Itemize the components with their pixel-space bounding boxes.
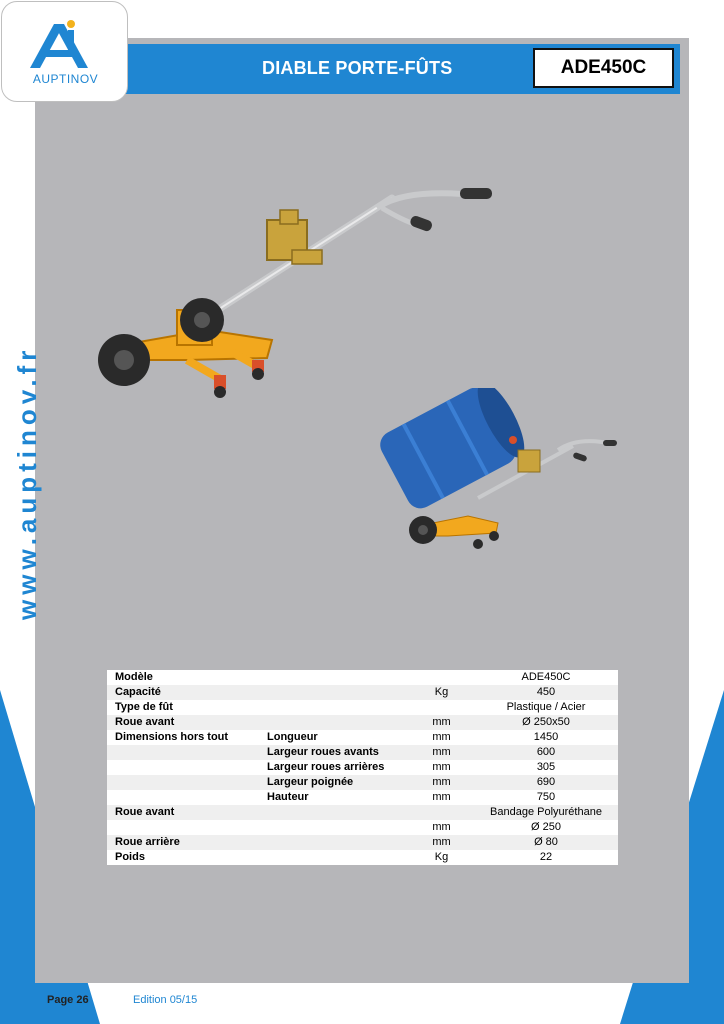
page-title: DIABLE PORTE-FÛTS [262, 58, 453, 78]
spec-label [107, 790, 259, 805]
spec-label: Dimensions hors tout [107, 730, 259, 745]
spec-value: ADE450C [474, 670, 618, 685]
spec-label [107, 745, 259, 760]
spec-unit: mm [409, 835, 474, 850]
spec-sublabel [259, 850, 409, 865]
spec-unit: mm [409, 760, 474, 775]
spec-row [107, 790, 618, 805]
spec-label: Type de fût [107, 700, 259, 715]
brand-logo [1, 1, 128, 102]
spec-row [107, 805, 618, 820]
spec-value: Plastique / Acier [474, 700, 618, 715]
spec-label [107, 775, 259, 790]
spec-label: Poids [107, 850, 259, 865]
spec-label: Modèle [107, 670, 259, 685]
spec-label: Roue avant [107, 805, 259, 820]
spec-sublabel [259, 820, 409, 835]
spec-sublabel: Largeur roues avants [259, 745, 409, 760]
spec-unit: mm [409, 775, 474, 790]
logo-mark-icon [2, 2, 129, 72]
reference-box [533, 48, 674, 88]
spec-row [107, 775, 618, 790]
spec-row [107, 685, 618, 700]
spec-sublabel [259, 700, 409, 715]
spec-value: 305 [474, 760, 618, 775]
spec-sublabel [259, 670, 409, 685]
reference-code: ADE450C [560, 57, 647, 78]
edition: Edition 05/15 [133, 994, 198, 1006]
spec-sublabel: Largeur roues arrières [259, 760, 409, 775]
spec-unit [409, 805, 474, 820]
spec-value: Ø 250 [474, 820, 618, 835]
spec-row [107, 715, 618, 730]
spec-row [107, 820, 618, 835]
drum-trolley-with-drum-image [378, 388, 623, 553]
spec-label: Capacité [107, 685, 259, 700]
spec-row [107, 760, 618, 775]
spec-value: 690 [474, 775, 618, 790]
spec-unit: mm [409, 745, 474, 760]
spec-unit: mm [409, 730, 474, 745]
spec-unit: Kg [409, 685, 474, 700]
brand-name: AUPTINOV [32, 72, 99, 86]
spec-sublabel [259, 685, 409, 700]
spec-row [107, 700, 618, 715]
spec-sublabel [259, 805, 409, 820]
page-number: Page 26 [47, 994, 89, 1006]
spec-label: Roue arrière [107, 835, 259, 850]
spec-sublabel [259, 715, 409, 730]
spec-row [107, 850, 618, 865]
spec-unit: mm [409, 715, 474, 730]
spec-row [107, 835, 618, 850]
spec-label [107, 760, 259, 775]
spec-label: Roue avant [107, 715, 259, 730]
spec-row [107, 670, 618, 685]
spec-sublabel [259, 835, 409, 850]
spec-value: 450 [474, 685, 618, 700]
spec-row [107, 730, 618, 745]
spec-value: Ø 250x50 [474, 715, 618, 730]
spec-table [107, 670, 618, 865]
spec-row [107, 745, 618, 760]
spec-sublabel: Longueur [259, 730, 409, 745]
spec-value: Bandage Polyuréthane [474, 805, 618, 820]
spec-unit: Kg [409, 850, 474, 865]
spec-unit: mm [409, 790, 474, 805]
spec-unit [409, 700, 474, 715]
spec-value: 22 [474, 850, 618, 865]
website-url: www.auptinov.fr [12, 345, 42, 620]
spec-sublabel: Hauteur [259, 790, 409, 805]
spec-unit: mm [409, 820, 474, 835]
spec-sublabel: Largeur poignée [259, 775, 409, 790]
spec-unit [409, 670, 474, 685]
spec-value: 600 [474, 745, 618, 760]
spec-label [107, 820, 259, 835]
spec-value: 750 [474, 790, 618, 805]
spec-value: Ø 80 [474, 835, 618, 850]
drum-trolley-empty-image [92, 180, 502, 405]
spec-value: 1450 [474, 730, 618, 745]
